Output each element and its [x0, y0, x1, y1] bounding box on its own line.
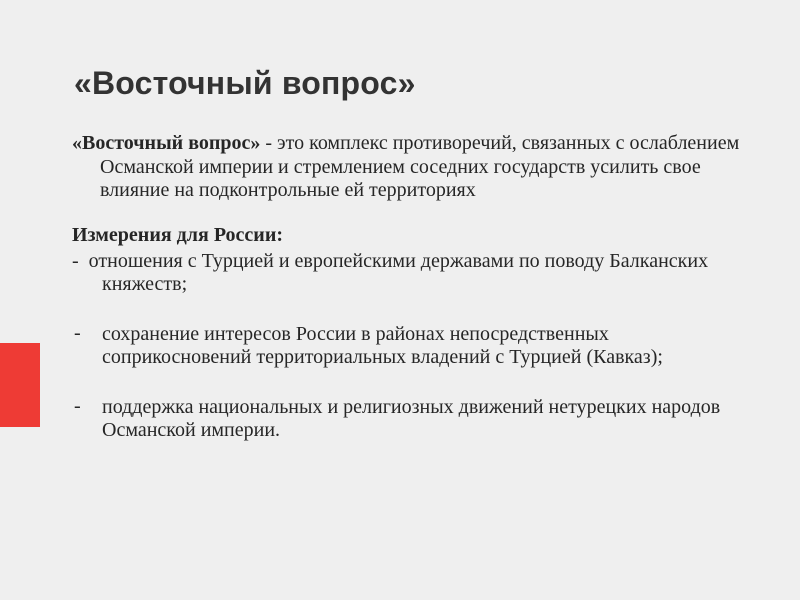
definition-text: - это комплекс противоречий, связанных с ослаблением Османской империи и стремлением соседних государств усилить свое влияние на подконтрольные ей территориях	[100, 132, 740, 201]
dimension-item	[72, 396, 742, 443]
slide-content	[72, 132, 742, 443]
dimension-item	[72, 250, 742, 297]
dash-bullet-marker: -	[74, 321, 81, 344]
dimension-text: отношения с Турцией и европейскими державами по поводу Балканских княжеств;	[88, 249, 709, 295]
slide-title: «Восточный вопрос»	[74, 65, 416, 101]
dimension-text: поддержка национальных и религиозных движений нетурецких народов Османской империи.	[102, 395, 721, 441]
dimension-item	[72, 323, 742, 370]
dash-bullet-marker: -	[74, 394, 81, 417]
red-accent-bar	[0, 343, 40, 427]
dimension-item-content	[72, 250, 742, 297]
dash-bullet-marker: -	[72, 249, 79, 272]
definition-term: «Восточный вопрос»	[72, 132, 261, 154]
russia-dimensions-heading: Измерения для России:	[72, 223, 284, 246]
dimension-text: сохранение интересов России в районах непосредственных соприкосновений территориальных владений с Турцией (Кавказ);	[102, 322, 663, 368]
dimensions-list	[72, 250, 742, 443]
definition-paragraph	[72, 132, 742, 203]
